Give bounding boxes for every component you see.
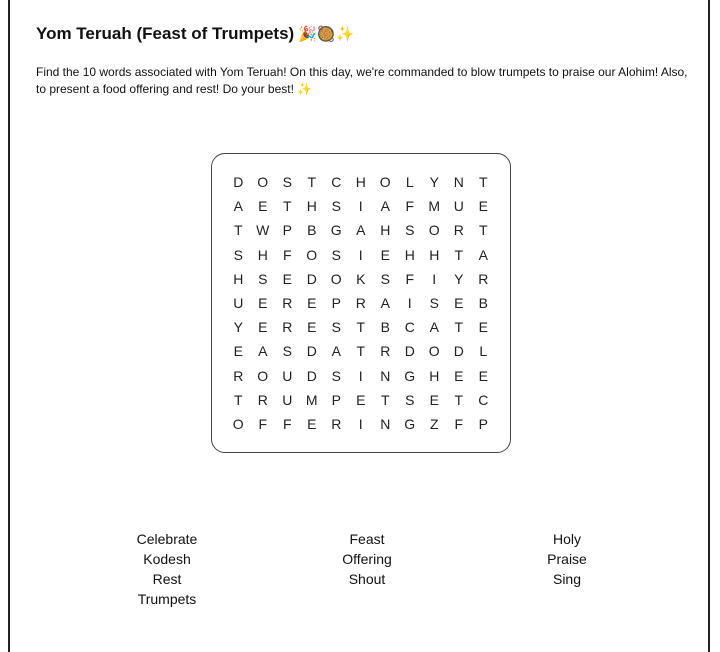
grid-letter-r4c2[interactable]: E — [282, 270, 292, 287]
grid-letter-r5c5[interactable]: R — [355, 294, 366, 311]
grid-letter-r10c8[interactable]: Z — [429, 415, 439, 432]
word-list-item: Holy — [552, 531, 581, 547]
grid-letter-r2c8[interactable]: O — [428, 222, 440, 239]
word-list-item: Sing — [552, 571, 582, 587]
grid-letter-r9c10[interactable]: C — [478, 391, 489, 408]
grid-letter-r1c2[interactable]: T — [282, 198, 292, 215]
grid-letter-r2c3[interactable]: B — [307, 222, 317, 239]
grid-letter-r5c1[interactable]: E — [258, 294, 268, 311]
grid-letter-r0c5[interactable]: H — [355, 174, 366, 190]
grid-letter-r0c10[interactable]: T — [478, 174, 488, 190]
grid-letter-r4c10[interactable]: R — [478, 270, 489, 287]
word-list-item: Celebrate — [136, 531, 198, 547]
grid-letter-r7c5[interactable]: T — [356, 343, 366, 360]
grid-letter-r9c6[interactable]: T — [380, 391, 390, 408]
grid-letter-r8c9[interactable]: E — [454, 367, 464, 384]
grid-letter-r6c10[interactable]: E — [478, 319, 488, 336]
grid-letter-r0c8[interactable]: Y — [429, 174, 439, 190]
grid-letter-r5c3[interactable]: E — [307, 294, 317, 311]
grid-letter-r1c5[interactable]: I — [358, 198, 363, 215]
grid-letter-r4c0[interactable]: H — [233, 270, 244, 287]
grid-letter-r6c1[interactable]: E — [258, 319, 268, 336]
grid-letter-r10c7[interactable]: G — [404, 415, 416, 432]
grid-letter-r2c9[interactable]: R — [453, 222, 464, 239]
grid-letter-r5c10[interactable]: B — [478, 294, 488, 311]
grid-letter-r3c5[interactable]: I — [358, 246, 363, 263]
grid-letter-r7c2[interactable]: S — [282, 343, 292, 360]
instructions-text: Find the 10 words associated with Yom Teruah! On this day, we're commanded to blow trumpets to praise our Alohim! Also, to present a food offering and rest! Do your best! ✨ — [36, 65, 688, 96]
grid-letter-r0c1[interactable]: O — [257, 174, 269, 190]
grid-letter-r9c8[interactable]: E — [429, 391, 439, 408]
word-list-item: Feast — [349, 531, 385, 547]
grid-letter-r5c4[interactable]: P — [331, 294, 341, 311]
grid-letter-r4c6[interactable]: S — [380, 270, 390, 287]
grid-letter-r8c4[interactable]: S — [331, 367, 341, 384]
grid-letter-r9c0[interactable]: T — [233, 391, 243, 408]
grid-letter-r3c1[interactable]: H — [257, 246, 268, 263]
grid-letter-r3c7[interactable]: H — [404, 246, 415, 263]
word-list-item: Rest — [152, 571, 182, 587]
title-text: Yom Teruah (Feast of Trumpets) — [36, 24, 295, 43]
grid-letter-r10c3[interactable]: E — [307, 415, 317, 432]
grid-letter-r6c7[interactable]: C — [404, 319, 415, 336]
grid-letter-r7c3[interactable]: D — [306, 343, 317, 360]
grid-letter-r1c3[interactable]: H — [306, 198, 317, 215]
grid-letter-r7c0[interactable]: E — [233, 343, 243, 360]
word-list-item: Offering — [342, 551, 392, 567]
grid-letter-r0c7[interactable]: L — [405, 174, 414, 190]
grid-letter-r2c5[interactable]: A — [356, 222, 366, 239]
grid-letter-r3c10[interactable]: A — [478, 246, 488, 263]
grid-letter-r7c10[interactable]: L — [479, 343, 488, 360]
grid-letter-r7c7[interactable]: D — [404, 343, 415, 360]
grid-letter-r2c0[interactable]: T — [233, 222, 243, 239]
grid-letter-r0c6[interactable]: O — [379, 174, 391, 190]
grid-letter-r6c4[interactable]: S — [331, 319, 341, 336]
grid-letter-r8c1[interactable]: O — [257, 367, 269, 384]
grid-letter-r6c0[interactable]: Y — [233, 319, 243, 336]
grid-letter-r1c1[interactable]: E — [258, 198, 268, 215]
grid-letter-r5c8[interactable]: S — [429, 294, 439, 311]
letter-grid — [226, 170, 496, 436]
word-list-item: Praise — [547, 551, 587, 567]
grid-letter-r7c8[interactable]: O — [428, 343, 440, 360]
grid-letter-r7c9[interactable]: D — [453, 343, 464, 360]
grid-letter-r2c4[interactable]: G — [330, 222, 342, 239]
word-list-item: Kodesh — [143, 551, 191, 567]
grid-letter-r10c6[interactable]: N — [380, 415, 391, 432]
grid-letter-r10c10[interactable]: P — [478, 415, 488, 432]
grid-letter-r0c2[interactable]: S — [282, 174, 292, 190]
grid-letter-r4c9[interactable]: Y — [454, 270, 464, 287]
grid-letter-r0c9[interactable]: N — [453, 174, 464, 190]
grid-letter-r10c1[interactable]: F — [258, 415, 268, 432]
grid-letter-r8c2[interactable]: U — [282, 367, 293, 384]
grid-letter-r5c6[interactable]: A — [380, 294, 390, 311]
page-title — [36, 24, 354, 44]
grid-letter-r9c5[interactable]: E — [356, 391, 366, 408]
grid-letter-r1c4[interactable]: S — [331, 198, 341, 215]
worksheet-page — [8, 0, 710, 652]
grid-letter-r9c1[interactable]: R — [257, 391, 268, 408]
grid-letter-r0c0[interactable]: D — [233, 174, 244, 190]
grid-letter-r8c3[interactable]: D — [306, 367, 317, 384]
grid-letter-r5c7[interactable]: I — [407, 294, 412, 311]
grid-letter-r9c2[interactable]: U — [282, 391, 293, 408]
grid-letter-r6c2[interactable]: R — [282, 319, 293, 336]
grid-letter-r0c4[interactable]: C — [331, 174, 342, 190]
grid-letter-r7c6[interactable]: R — [380, 343, 391, 360]
grid-letter-r3c9[interactable]: T — [454, 246, 464, 263]
grid-letter-r6c3[interactable]: E — [307, 319, 317, 336]
grid-letter-r4c5[interactable]: K — [356, 270, 366, 287]
word-list-item: Trumpets — [137, 591, 197, 607]
grid-letter-r10c9[interactable]: F — [454, 415, 464, 432]
grid-letter-r2c7[interactable]: S — [405, 222, 415, 239]
word-list — [67, 529, 667, 609]
grid-letter-r2c2[interactable]: P — [282, 222, 292, 239]
grid-letter-r1c9[interactable]: U — [453, 198, 464, 215]
word-search-grid — [211, 153, 511, 453]
grid-letter-r9c3[interactable]: M — [305, 391, 318, 408]
grid-letter-r1c10[interactable]: E — [478, 198, 488, 215]
grid-letter-r4c8[interactable]: I — [432, 270, 437, 287]
grid-letter-r3c2[interactable]: F — [282, 246, 292, 263]
grid-letter-r7c4[interactable]: A — [331, 343, 341, 360]
grid-letter-r7c1[interactable]: A — [258, 343, 268, 360]
grid-letter-r3c8[interactable]: H — [429, 246, 440, 263]
grid-letter-r1c7[interactable]: F — [405, 198, 415, 215]
grid-letter-r5c2[interactable]: R — [282, 294, 293, 311]
grid-letter-r3c0[interactable]: S — [233, 246, 243, 263]
grid-letter-r10c0[interactable]: O — [232, 415, 244, 432]
grid-letter-r8c0[interactable]: R — [233, 367, 244, 384]
grid-letter-r8c7[interactable]: G — [404, 367, 416, 384]
grid-letter-r8c8[interactable]: H — [429, 367, 440, 384]
grid-letter-r4c3[interactable]: D — [306, 270, 317, 287]
grid-letter-r6c9[interactable]: T — [454, 319, 464, 336]
grid-letter-r10c2[interactable]: F — [282, 415, 292, 432]
grid-letter-r8c5[interactable]: I — [358, 367, 363, 384]
grid-letter-r1c6[interactable]: A — [380, 198, 390, 215]
grid-letter-r2c6[interactable]: H — [380, 222, 391, 239]
grid-letter-r9c7[interactable]: S — [405, 391, 415, 408]
grid-letter-r3c6[interactable]: E — [380, 246, 390, 263]
grid-letter-r6c8[interactable]: A — [429, 319, 439, 336]
grid-letter-r1c0[interactable]: A — [233, 198, 243, 215]
grid-letter-r8c10[interactable]: E — [478, 367, 488, 384]
grid-letter-r0c3[interactable]: T — [307, 174, 317, 190]
grid-letter-r4c7[interactable]: F — [405, 270, 415, 287]
grid-letter-r5c9[interactable]: E — [454, 294, 464, 311]
grid-letter-r4c4[interactable]: O — [330, 270, 342, 287]
grid-letter-r2c10[interactable]: T — [478, 222, 488, 239]
grid-letter-r4c1[interactable]: S — [258, 270, 268, 287]
title-emoji: 🎉🥘✨ — [298, 26, 355, 43]
grid-letter-r2c1[interactable]: W — [256, 222, 270, 239]
grid-letter-r6c6[interactable]: B — [380, 319, 390, 336]
grid-letter-r3c4[interactable]: S — [331, 246, 341, 263]
grid-letter-r10c5[interactable]: I — [358, 415, 363, 432]
word-list-item: Shout — [348, 571, 386, 587]
grid-letter-r9c9[interactable]: T — [454, 391, 464, 408]
grid-letter-r3c3[interactable]: O — [306, 246, 318, 263]
grid-letter-r6c5[interactable]: T — [356, 319, 366, 336]
grid-letter-r5c0[interactable]: U — [233, 294, 244, 311]
grid-letter-r8c6[interactable]: N — [380, 367, 391, 384]
grid-letter-r9c4[interactable]: P — [331, 391, 341, 408]
grid-letter-r1c8[interactable]: M — [428, 198, 441, 215]
grid-letter-r10c4[interactable]: R — [331, 415, 342, 432]
